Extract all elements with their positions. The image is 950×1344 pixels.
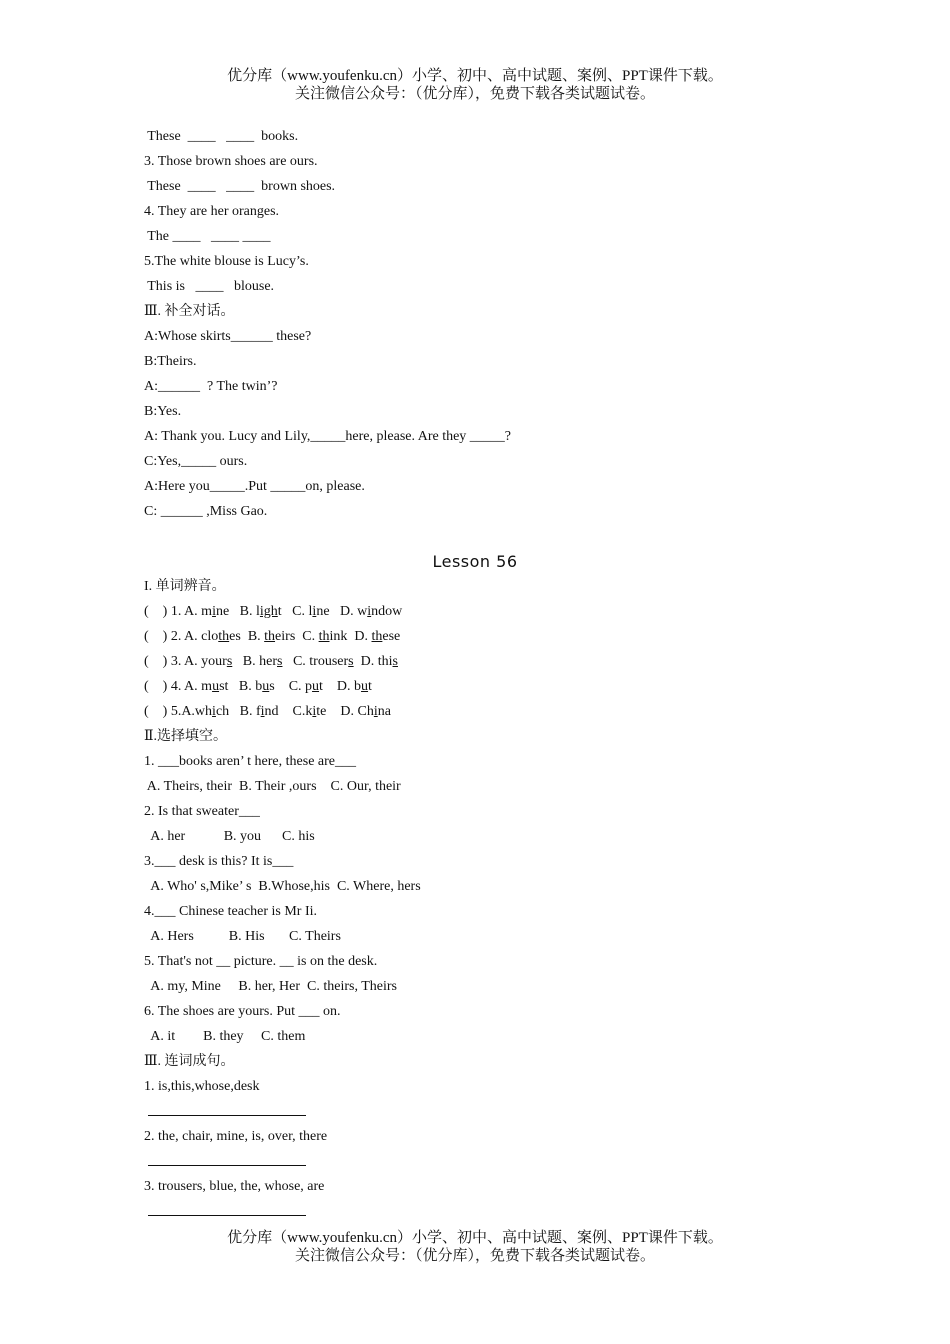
underlined-letters: u [262, 679, 270, 694]
pronunciation-item [144, 674, 844, 699]
item-text: ( ) 5.A.wh [144, 704, 213, 719]
question-line: A. it B. they C. them [144, 1029, 306, 1044]
header-line-1: 优分库（www.youfenku.cn）小学、初中、高中试题、案例、PPT课件下载。 [227, 68, 723, 84]
underlined-letters: i [212, 704, 216, 719]
header-line-2: 关注微信公众号：（优分库），免费下载各类试题试卷。 [294, 86, 655, 102]
sentence-ordering-exercise [144, 1074, 844, 1224]
item-text: t C. l [277, 604, 313, 619]
ordering-item: 2. the, chair, mine, is, over, there [144, 1129, 328, 1144]
question-line: 6. The shoes are yours. Put ___ on. [144, 1004, 341, 1019]
section-title: Ⅱ.选择填空。 [144, 729, 228, 744]
footer-line-1: 优分库（www.youfenku.cn）小学、初中、高中试题、案例、PPT课件下载。 [227, 1230, 723, 1246]
underlined-letters: s [392, 654, 398, 669]
footer-line-2: 关注微信公众号：（优分库），免费下载各类试题试卷。 [294, 1248, 655, 1264]
question-line: A. her B. you C. his [144, 829, 315, 844]
item-text: nd C.k [264, 704, 313, 719]
item-text: ( ) 3. A. your [144, 654, 227, 669]
item-text: D. thi [353, 654, 393, 669]
question-line: A. my, Mine B. her, Her C. theirs, Theirs [144, 979, 397, 994]
item-text: ne D. w [316, 604, 368, 619]
dialogue-line: C:Yes,_____ ours. [144, 454, 248, 469]
answer-blank[interactable] [148, 1099, 306, 1116]
answer-row [144, 1099, 844, 1124]
item-text: s C. p [269, 679, 313, 694]
underlined-letters: s [348, 654, 354, 669]
question-line: A. Who' s,Mike’ s B.Whose,his C. Where, hers [144, 879, 421, 894]
item-text: t [368, 679, 372, 694]
underlined-letters: i [312, 604, 317, 619]
underlined-letters: th [318, 629, 330, 644]
underlined-letters: i [367, 604, 372, 619]
pronunciation-item [144, 599, 844, 624]
item-text: B. her [232, 654, 277, 669]
answer-blank[interactable] [148, 1199, 306, 1216]
dialogue-line: A: Thank you. Lucy and Lily,_____here, please. Are they _____? [144, 429, 512, 444]
exercise-line: These ____ ____ books. [144, 129, 299, 144]
underlined-letters: u [361, 679, 369, 694]
question-line: 5. That's not __ picture. __ is on the desk. [144, 954, 378, 969]
exercise-line: 4. They are her oranges. [144, 204, 280, 219]
underlined-letters: u [212, 679, 220, 694]
section-title: I. 单词辨音。 [144, 579, 226, 594]
exercise-line: This is ____ blouse. [144, 279, 275, 294]
item-text: st B. b [219, 679, 263, 694]
section-title: Ⅲ. 连词成句。 [144, 1054, 235, 1069]
page-footer [0, 1229, 950, 1265]
ordering-item: 3. trousers, blue, the, whose, are [144, 1179, 325, 1194]
underlined-letters: i [260, 704, 265, 719]
underlined-letters: igh [259, 604, 278, 619]
underlined-letters: th [371, 629, 383, 644]
question-line: A. Hers B. His C. Theirs [144, 929, 341, 944]
underlined-letters: i [312, 704, 317, 719]
item-text: ( ) 2. A. clo [144, 629, 219, 644]
item-text: es B. [229, 629, 265, 644]
dialogue-line: A:Whose skirts______ these? [144, 329, 312, 344]
dialogue-line: C: ______ ,Miss Gao. [144, 504, 268, 519]
dialogue-line: B:Theirs. [144, 354, 197, 369]
worksheet-content [144, 124, 844, 1224]
answer-row [144, 1149, 844, 1174]
question-line: 4.___ Chinese teacher is Mr Ii. [144, 904, 318, 919]
dialogue-exercise [144, 324, 844, 524]
item-text: ese [382, 629, 401, 644]
item-text: ( ) 1. A. m [144, 604, 213, 619]
section-title: Ⅲ. 补全对话。 [144, 304, 235, 319]
underlined-letters: th [264, 629, 276, 644]
question-line: 1. ___books aren’ t here, these are___ [144, 754, 356, 769]
item-text: ( ) 4. A. m [144, 679, 213, 694]
pronunciation-item [144, 649, 844, 674]
pronunciation-item [144, 624, 844, 649]
previous-exercise-continuation [144, 124, 844, 299]
item-text: na [377, 704, 391, 719]
exercise-line: These ____ ____ brown shoes. [144, 179, 336, 194]
pronunciation-exercise [144, 599, 844, 724]
multiple-choice-exercise [144, 749, 844, 1049]
item-text: ndow [371, 604, 403, 619]
item-text: t D. b [319, 679, 362, 694]
answer-row [144, 1199, 844, 1224]
dialogue-line: A:______ ? The twin’? [144, 379, 278, 394]
question-line: A. Theirs, their B. Their ,ours C. Our, their [144, 779, 401, 794]
item-text: ch B. f [215, 704, 261, 719]
exercise-line: 5.The white blouse is Lucy’s. [144, 254, 309, 269]
lesson-title: Lesson 56 [432, 552, 518, 571]
ordering-item: 1. is,this,whose,desk [144, 1079, 260, 1094]
item-text: te D. Ch [316, 704, 374, 719]
page-header [0, 67, 950, 103]
exercise-line: The ____ ____ ____ [144, 229, 271, 244]
underlined-letters: s [277, 654, 283, 669]
item-text: ink D. [329, 629, 372, 644]
underlined-letters: i [212, 604, 216, 619]
exercise-line: 3. Those brown shoes are ours. [144, 154, 318, 169]
dialogue-line: B:Yes. [144, 404, 182, 419]
pronunciation-item [144, 699, 844, 724]
question-line: 3.___ desk is this? It is___ [144, 854, 294, 869]
question-line: 2. Is that sweater___ [144, 804, 260, 819]
item-text: eirs C. [275, 629, 319, 644]
item-text: ne B. l [215, 604, 260, 619]
underlined-letters: i [373, 704, 378, 719]
dialogue-line: A:Here you_____.Put _____on, please. [144, 479, 365, 494]
item-text: C. trouser [282, 654, 349, 669]
answer-blank[interactable] [148, 1149, 306, 1166]
underlined-letters: u [312, 679, 320, 694]
underlined-letters: s [226, 654, 233, 669]
underlined-letters: th [218, 629, 230, 644]
